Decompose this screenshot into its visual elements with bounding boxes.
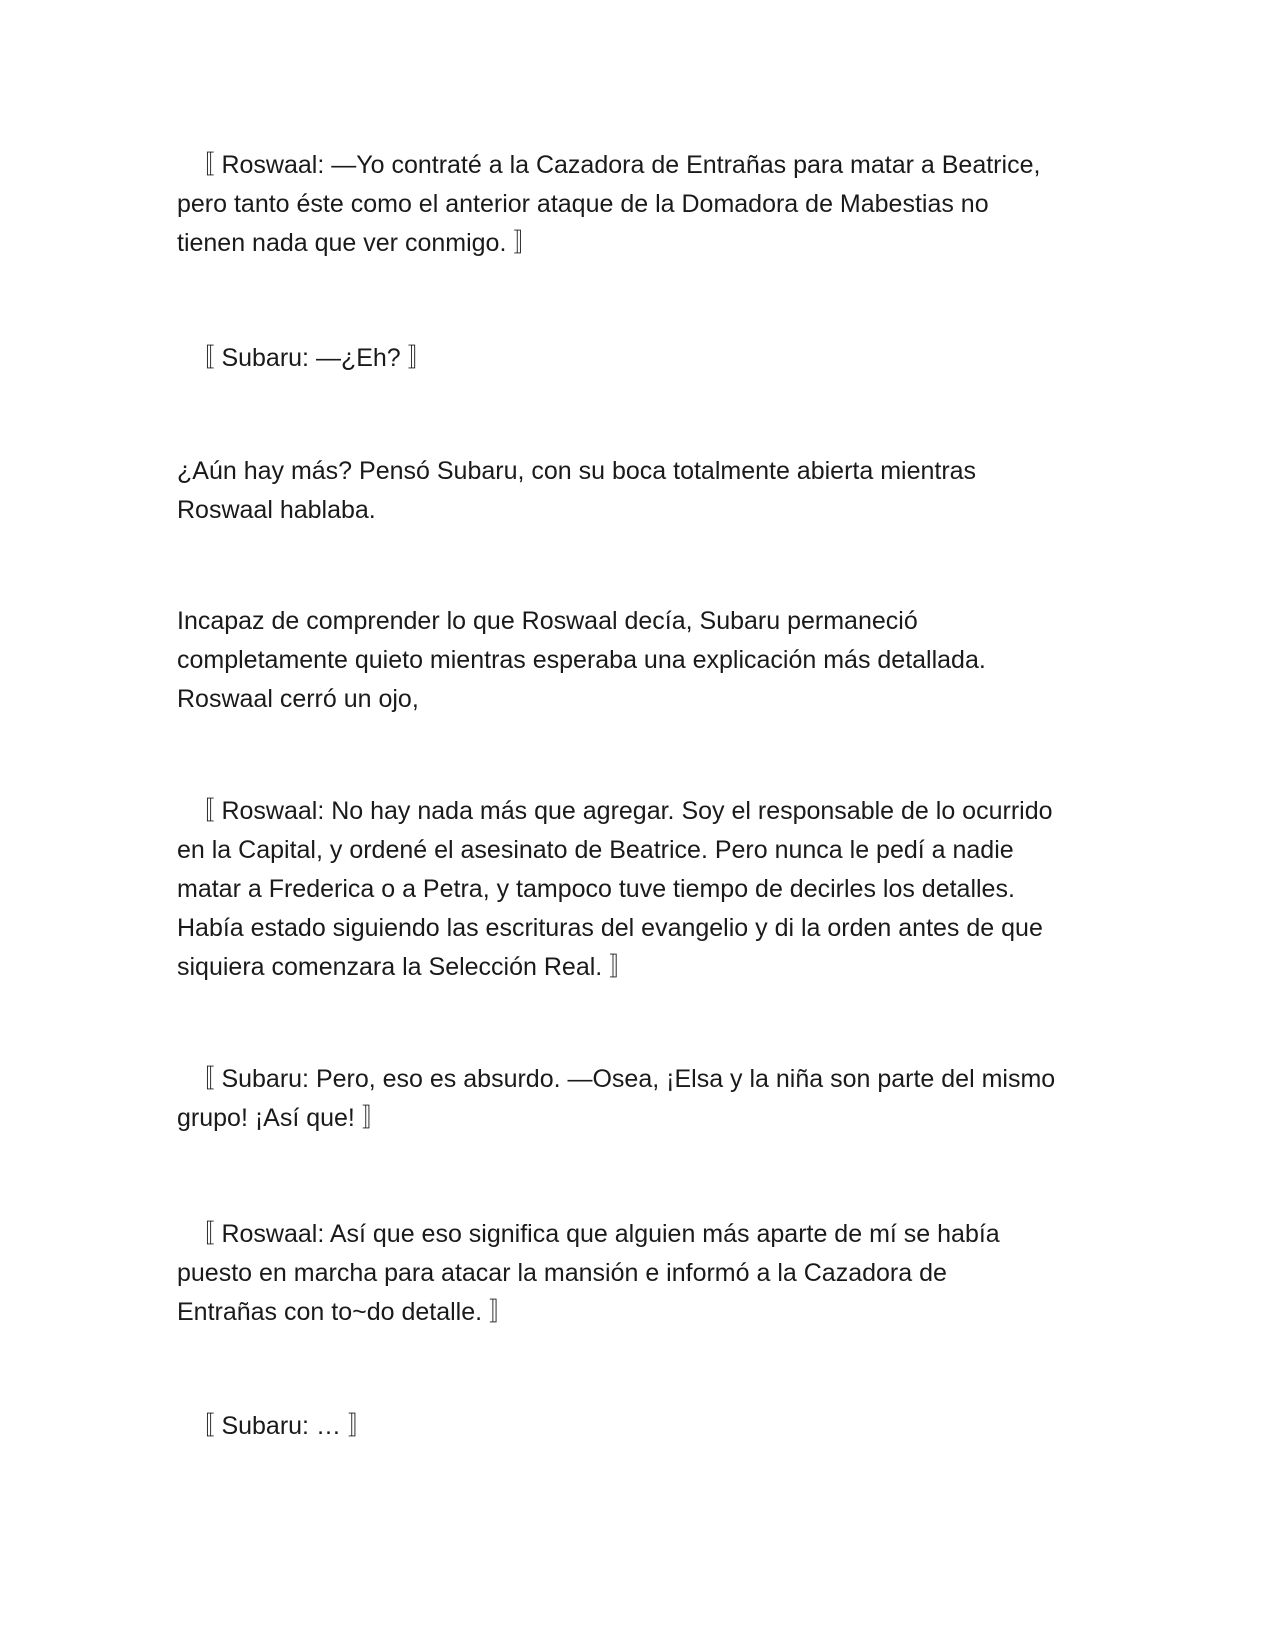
text-line: matar a Frederica o a Petra, y tampoco tuve tiempo de decirles los detalles.	[177, 875, 1015, 903]
text-line: 〚 Subaru: Pero, eso es absurdo. —Osea, ¡Elsa y la niña son parte del mismo	[177, 1065, 1056, 1093]
paragraph-roswaal-1	[177, 146, 1107, 263]
text-line: grupo! ¡Así que! 〛	[177, 1104, 387, 1132]
text-line: pero tanto éste como el anterior ataque de la Domadora de Mabestias no	[177, 190, 989, 218]
text-line: Entrañas con to~do detalle. 〛	[177, 1298, 515, 1326]
paragraph-narration-2	[177, 602, 1107, 719]
text-line: Roswaal cerró un ojo,	[177, 685, 419, 713]
text-line: en la Capital, y ordené el asesinato de Beatrice. Pero nunca le pedí a nadie	[177, 836, 1014, 864]
text-line: ¿Aún hay más? Pensó Subaru, con su boca totalmente abierta mientras	[177, 457, 977, 485]
text-line: siquiera comenzara la Selección Real. 〛	[177, 953, 635, 981]
paragraph-roswaal-3	[177, 1215, 1107, 1332]
paragraph-subaru-3	[177, 1407, 1107, 1446]
text-line: Roswaal hablaba.	[177, 496, 376, 524]
text-line: 〚 Subaru: … 〛	[177, 1412, 373, 1440]
paragraph-narration-1	[177, 452, 1107, 530]
text-line: tienen nada que ver conmigo. 〛	[177, 229, 539, 257]
text-line: completamente quieto mientras esperaba una explicación más detallada.	[177, 646, 986, 674]
paragraph-roswaal-2	[177, 792, 1107, 987]
text-line: 〚 Roswaal: Así que eso significa que alguien más aparte de mí se había	[177, 1220, 1000, 1248]
text-line: 〚 Subaru: —¿Eh? 〛	[177, 344, 433, 372]
text-line: 〚 Roswaal: No hay nada más que agregar. Soy el responsable de lo ocurrido	[177, 797, 1053, 825]
text-line: puesto en marcha para atacar la mansión e informó a la Cazadora de	[177, 1259, 947, 1287]
paragraph-subaru-1	[177, 339, 1107, 378]
paragraph-subaru-2	[177, 1060, 1107, 1138]
text-line: Había estado siguiendo las escrituras del evangelio y di la orden antes de que	[177, 914, 1043, 942]
text-line: 〚 Roswaal: —Yo contraté a la Cazadora de Entrañas para matar a Beatrice,	[177, 151, 1041, 179]
text-line: Incapaz de comprender lo que Roswaal decía, Subaru permaneció	[177, 607, 918, 635]
